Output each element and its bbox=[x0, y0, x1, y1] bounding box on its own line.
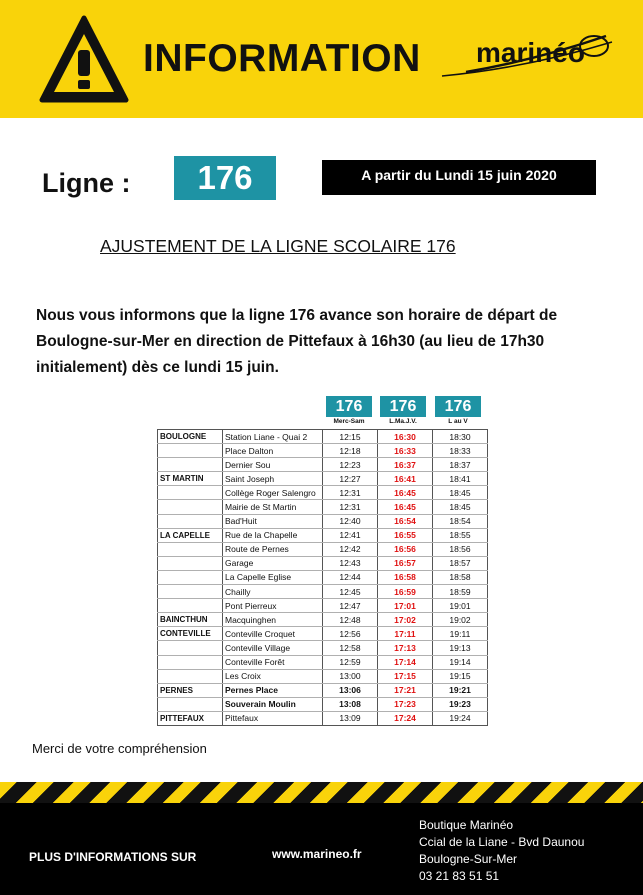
stop-cell: Place Dalton bbox=[223, 444, 323, 458]
time-lav-cell: 18:37 bbox=[433, 458, 488, 472]
column-line-badge-2: 176 bbox=[380, 396, 426, 417]
time-lav-cell: 18:56 bbox=[433, 542, 488, 556]
table-row bbox=[158, 613, 488, 627]
notice-body: Nous vous informons que la ligne 176 avance son horaire de départ de Boulogne-sur-Mer en direction de Pittefaux à 16h30 (au lieu de 17h30 initialement) dès ce lundi 15 juin. bbox=[36, 307, 558, 376]
time-lav-cell: 18:45 bbox=[433, 486, 488, 500]
time-merc-sam-cell: 12:31 bbox=[323, 500, 378, 514]
time-lmajv-cell: 16:30 bbox=[378, 430, 433, 444]
time-merc-sam-cell: 12:44 bbox=[323, 570, 378, 584]
time-lmajv-cell: 17:21 bbox=[378, 683, 433, 697]
time-lav-cell: 18:55 bbox=[433, 528, 488, 542]
stop-cell: Souverain Moulin bbox=[223, 697, 323, 711]
time-lmajv-cell: 16:58 bbox=[378, 570, 433, 584]
table-row bbox=[158, 444, 488, 458]
time-lav-cell: 19:14 bbox=[433, 655, 488, 669]
address-line: Boulogne-Sur-Mer bbox=[419, 852, 518, 866]
stop-cell: Pernes Place bbox=[223, 683, 323, 697]
time-merc-sam-cell: 12:41 bbox=[323, 528, 378, 542]
time-merc-sam-cell: 12:59 bbox=[323, 655, 378, 669]
table-row bbox=[158, 655, 488, 669]
commune-cell bbox=[158, 542, 223, 556]
stop-cell: Saint Joseph bbox=[223, 472, 323, 486]
stop-cell: Conteville Croquet bbox=[223, 627, 323, 641]
time-lmajv-cell: 16:41 bbox=[378, 472, 433, 486]
time-lmajv-cell: 16:54 bbox=[378, 514, 433, 528]
time-lav-cell: 19:01 bbox=[433, 599, 488, 613]
commune-cell bbox=[158, 486, 223, 500]
stop-cell: Dernier Sou bbox=[223, 458, 323, 472]
time-merc-sam-cell: 13:09 bbox=[323, 711, 378, 725]
table-row bbox=[158, 528, 488, 542]
footer bbox=[0, 803, 643, 895]
time-lav-cell: 18:45 bbox=[433, 500, 488, 514]
column-days-3: L au V bbox=[448, 418, 468, 425]
time-lmajv-cell: 17:23 bbox=[378, 697, 433, 711]
time-merc-sam-cell: 12:45 bbox=[323, 585, 378, 599]
time-lmajv-cell: 17:13 bbox=[378, 641, 433, 655]
time-lav-cell: 18:59 bbox=[433, 585, 488, 599]
commune-cell: PITTEFAUX bbox=[158, 711, 223, 725]
table-row bbox=[158, 472, 488, 486]
time-merc-sam-cell: 12:18 bbox=[323, 444, 378, 458]
table-row bbox=[158, 697, 488, 711]
time-merc-sam-cell: 12:23 bbox=[323, 458, 378, 472]
commune-cell: ST MARTIN bbox=[158, 472, 223, 486]
table-row bbox=[158, 542, 488, 556]
stop-cell: Garage bbox=[223, 556, 323, 570]
time-lav-cell: 19:02 bbox=[433, 613, 488, 627]
time-lav-cell: 18:57 bbox=[433, 556, 488, 570]
time-lmajv-cell: 16:55 bbox=[378, 528, 433, 542]
commune-cell: LA CAPELLE bbox=[158, 528, 223, 542]
column-line-badge-1: 176 bbox=[326, 396, 372, 417]
commune-cell bbox=[158, 570, 223, 584]
time-lmajv-cell: 16:33 bbox=[378, 444, 433, 458]
commune-cell: BAINCTHUN bbox=[158, 613, 223, 627]
stop-cell: Mairie de St Martin bbox=[223, 500, 323, 514]
time-lav-cell: 19:21 bbox=[433, 683, 488, 697]
commune-cell bbox=[158, 458, 223, 472]
table-row bbox=[158, 514, 488, 528]
commune-cell: CONTEVILLE bbox=[158, 627, 223, 641]
stop-cell: La Capelle Eglise bbox=[223, 570, 323, 584]
commune-cell bbox=[158, 669, 223, 683]
time-merc-sam-cell: 13:08 bbox=[323, 697, 378, 711]
table-row bbox=[158, 711, 488, 725]
stop-cell: Rue de la Chapelle bbox=[223, 528, 323, 542]
table-row bbox=[158, 570, 488, 584]
time-merc-sam-cell: 12:43 bbox=[323, 556, 378, 570]
stop-cell: Les Croix bbox=[223, 669, 323, 683]
table-row bbox=[158, 599, 488, 613]
time-lav-cell: 19:11 bbox=[433, 627, 488, 641]
time-lav-cell: 19:13 bbox=[433, 641, 488, 655]
stop-cell: Collège Roger Salengro bbox=[223, 486, 323, 500]
time-merc-sam-cell: 12:31 bbox=[323, 486, 378, 500]
table-row bbox=[158, 683, 488, 697]
address-line: Boutique Marinéo bbox=[419, 818, 514, 832]
time-lmajv-cell: 17:14 bbox=[378, 655, 433, 669]
table-row bbox=[158, 486, 488, 500]
time-merc-sam-cell: 12:48 bbox=[323, 613, 378, 627]
time-lmajv-cell: 17:01 bbox=[378, 599, 433, 613]
table-row bbox=[158, 500, 488, 514]
time-merc-sam-cell: 12:56 bbox=[323, 627, 378, 641]
line-label: Ligne : bbox=[42, 168, 131, 198]
time-merc-sam-cell: 12:40 bbox=[323, 514, 378, 528]
shop-address bbox=[419, 817, 584, 885]
table-row bbox=[158, 556, 488, 570]
time-merc-sam-cell: 12:42 bbox=[323, 542, 378, 556]
time-lav-cell: 18:41 bbox=[433, 472, 488, 486]
marineo-logo bbox=[436, 28, 614, 78]
time-lav-cell: 18:33 bbox=[433, 444, 488, 458]
time-lav-cell: 18:54 bbox=[433, 514, 488, 528]
commune-cell bbox=[158, 556, 223, 570]
commune-cell bbox=[158, 514, 223, 528]
commune-cell bbox=[158, 444, 223, 458]
stop-cell: Conteville Forêt bbox=[223, 655, 323, 669]
table-row bbox=[158, 627, 488, 641]
stop-cell: Macquinghen bbox=[223, 613, 323, 627]
closing-text: Merci de votre compréhension bbox=[32, 741, 207, 756]
commune-cell: PERNES bbox=[158, 683, 223, 697]
commune-cell bbox=[158, 585, 223, 599]
time-lmajv-cell: 17:11 bbox=[378, 627, 433, 641]
stop-cell: Pont Pierreux bbox=[223, 599, 323, 613]
time-merc-sam-cell: 13:00 bbox=[323, 669, 378, 683]
more-info-label: PLUS D'INFORMATIONS SUR bbox=[29, 850, 197, 864]
column-days-1: Merc-Sam bbox=[333, 418, 365, 425]
time-lmajv-cell: 16:57 bbox=[378, 556, 433, 570]
time-lav-cell: 18:30 bbox=[433, 430, 488, 444]
commune-cell bbox=[158, 500, 223, 514]
time-lmajv-cell: 16:56 bbox=[378, 542, 433, 556]
header-banner bbox=[0, 0, 643, 118]
table-row bbox=[158, 669, 488, 683]
svg-text:marinéo: marinéo bbox=[476, 37, 585, 68]
effective-date-notice: A partir du Lundi 15 juin 2020 bbox=[322, 160, 596, 195]
stop-cell: Bad'Huit bbox=[223, 514, 323, 528]
stop-cell: Pittefaux bbox=[223, 711, 323, 725]
stop-cell: Chailly bbox=[223, 585, 323, 599]
column-days-2: L.Ma.J.V. bbox=[389, 418, 417, 425]
column-line-badge-3: 176 bbox=[435, 396, 481, 417]
time-merc-sam-cell: 12:27 bbox=[323, 472, 378, 486]
time-lmajv-cell: 16:45 bbox=[378, 486, 433, 500]
stop-cell: Conteville Village bbox=[223, 641, 323, 655]
time-lav-cell: 18:58 bbox=[433, 570, 488, 584]
phone-number: 03 21 83 51 51 bbox=[419, 869, 500, 883]
commune-cell bbox=[158, 697, 223, 711]
table-row bbox=[158, 641, 488, 655]
table-row bbox=[158, 458, 488, 472]
time-lmajv-cell: 17:24 bbox=[378, 711, 433, 725]
commune-cell bbox=[158, 655, 223, 669]
page-title: INFORMATION bbox=[143, 37, 421, 80]
commune-cell bbox=[158, 599, 223, 613]
stop-cell: Station Liane - Quai 2 bbox=[223, 430, 323, 444]
line-number-badge: 176 bbox=[174, 156, 276, 200]
warning-icon bbox=[38, 14, 130, 106]
address-line: Ccial de la Liane - Bvd Daunou bbox=[419, 835, 585, 849]
commune-cell: BOULOGNE bbox=[158, 430, 223, 444]
time-merc-sam-cell: 12:15 bbox=[323, 430, 378, 444]
timetable bbox=[157, 429, 488, 726]
hazard-stripe bbox=[0, 782, 643, 803]
time-merc-sam-cell: 12:47 bbox=[323, 599, 378, 613]
time-lmajv-cell: 16:37 bbox=[378, 458, 433, 472]
time-lmajv-cell: 16:45 bbox=[378, 500, 433, 514]
time-lmajv-cell: 17:02 bbox=[378, 613, 433, 627]
time-lav-cell: 19:24 bbox=[433, 711, 488, 725]
time-lmajv-cell: 17:15 bbox=[378, 669, 433, 683]
website-link[interactable]: www.marineo.fr bbox=[272, 847, 362, 861]
notice-subtitle: AJUSTEMENT DE LA LIGNE SCOLAIRE 176 bbox=[100, 236, 456, 256]
table-row bbox=[158, 430, 488, 444]
table-row bbox=[158, 585, 488, 599]
time-lav-cell: 19:15 bbox=[433, 669, 488, 683]
time-lav-cell: 19:23 bbox=[433, 697, 488, 711]
time-merc-sam-cell: 13:06 bbox=[323, 683, 378, 697]
commune-cell bbox=[158, 641, 223, 655]
time-lmajv-cell: 16:59 bbox=[378, 585, 433, 599]
stop-cell: Route de Pernes bbox=[223, 542, 323, 556]
time-merc-sam-cell: 12:58 bbox=[323, 641, 378, 655]
